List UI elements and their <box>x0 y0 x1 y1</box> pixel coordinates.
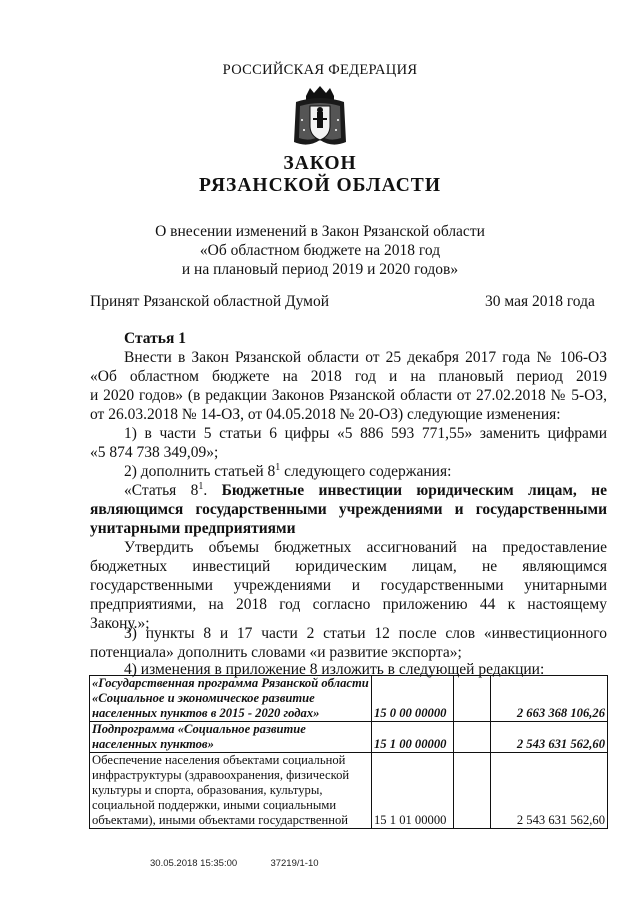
article-title: Статья 1 <box>124 330 186 347</box>
country-title: РОССИЙСКАЯ ФЕДЕРАЦИЯ <box>222 62 418 78</box>
quoted-article-heading: «Статья $8^1$. Бюджетные инвестиции юридическим лицам, не <box>124 481 607 499</box>
item-2-line: 2) дополнить статьей $8^1$ следующего содержания: <box>124 462 452 480</box>
subprogram-name-cell: Подпрограмма «Социальное развитие населенных пунктов» <box>90 722 372 753</box>
paragraph-line: от 26.03.2018 № 14-ОЗ, от 04.05.2018 № 20-ОЗ) следующие изменения: <box>90 406 561 423</box>
law-region: РЯЗАНСКОЙ ОБЛАСТИ <box>199 175 441 196</box>
quoted-article-heading-line: являющимся государственными учреждениями и государственными <box>90 501 607 518</box>
budget-table <box>89 675 608 829</box>
paragraph-line: предприятиями, на 2018 год согласно приложению 44 к настоящему <box>90 596 607 613</box>
paragraph-line: Утвердить объемы бюджетных ассигнований на предоставление <box>124 539 607 556</box>
ryazan-coat-of-arms-icon <box>292 86 348 150</box>
empty-cell <box>454 676 491 722</box>
paragraph-line: государственными учреждениями и государственными унитарными <box>90 577 607 594</box>
law-title: ЗАКОН <box>283 153 357 174</box>
item-1-line: «5 874 738 349,09»; <box>90 444 219 461</box>
quoted-article-heading-line: унитарными предприятиями <box>90 520 296 537</box>
program-code-cell: 15 0 00 00000 <box>372 676 454 722</box>
paragraph-line: бюджетных инвестиций юридическим лицам, не являющимся <box>90 558 607 575</box>
subprogram-amount-cell: 2 543 631 562,60 <box>491 722 608 753</box>
item-4-line: 4) изменения в приложение 8 изложить в следующей редакции: <box>124 661 545 678</box>
table-row <box>90 722 608 753</box>
activity-amount-cell: 2 543 631 562,60 <box>491 753 608 829</box>
paragraph-line: Внести в Закон Рязанской области от 25 декабря 2017 года № 106-ОЗ <box>124 349 607 366</box>
adopted-by: Принят Рязанской областной Думой <box>90 293 330 310</box>
table-row <box>90 676 608 722</box>
item-3-line: потенциала» дополнить словами «и развитие экспорта»; <box>90 644 462 661</box>
document-footer <box>150 858 319 869</box>
item-1-line: 1) в части 5 статьи 6 цифры «5 886 593 771,55» заменить цифрами <box>124 425 607 442</box>
activity-name-cell: Обеспечение населения объектами социальной инфраструктуры (здравоохранения, физической культуры и спорта, образования, культуры, социальной поддержки, иными социальными объектами), иными объектами государственной <box>90 753 372 829</box>
subtitle-line-3: и на плановый период 2019 и 2020 годов» <box>181 261 459 278</box>
activity-code-cell: 15 1 01 00000 <box>372 753 454 829</box>
footer-doc-number: 37219/1-10 <box>270 858 319 869</box>
subtitle-line-2: «Об областном бюджете на 2018 год <box>199 242 441 259</box>
item-3-line: 3) пункты 8 и 17 части 2 статьи 12 после слов «инвестиционного <box>124 625 607 642</box>
subprogram-code-cell: 15 1 00 00000 <box>372 722 454 753</box>
table-row <box>90 753 608 829</box>
paragraph-line: Закону.»; <box>90 615 150 632</box>
empty-cell <box>454 753 491 829</box>
paragraph-line: и 2020 годов» (в редакции Законов Рязанской области от 27.02.2018 № 5-ОЗ, <box>90 387 607 404</box>
paragraph-line: «Об областном бюджете на 2018 год и на плановый период 2019 <box>90 368 607 385</box>
empty-cell <box>454 722 491 753</box>
program-amount-cell: 2 663 368 106,26 <box>491 676 608 722</box>
subtitle-line-1: О внесении изменений в Закон Рязанской области <box>155 223 485 240</box>
adoption-date: 30 мая 2018 года <box>485 293 595 310</box>
program-name-cell: «Государственная программа Рязанской области «Социальное и экономическое развитие населенных пунктов в 2015 - 2020 годах» <box>90 676 372 722</box>
footer-timestamp: 30.05.2018 15:35:00 <box>150 858 238 869</box>
